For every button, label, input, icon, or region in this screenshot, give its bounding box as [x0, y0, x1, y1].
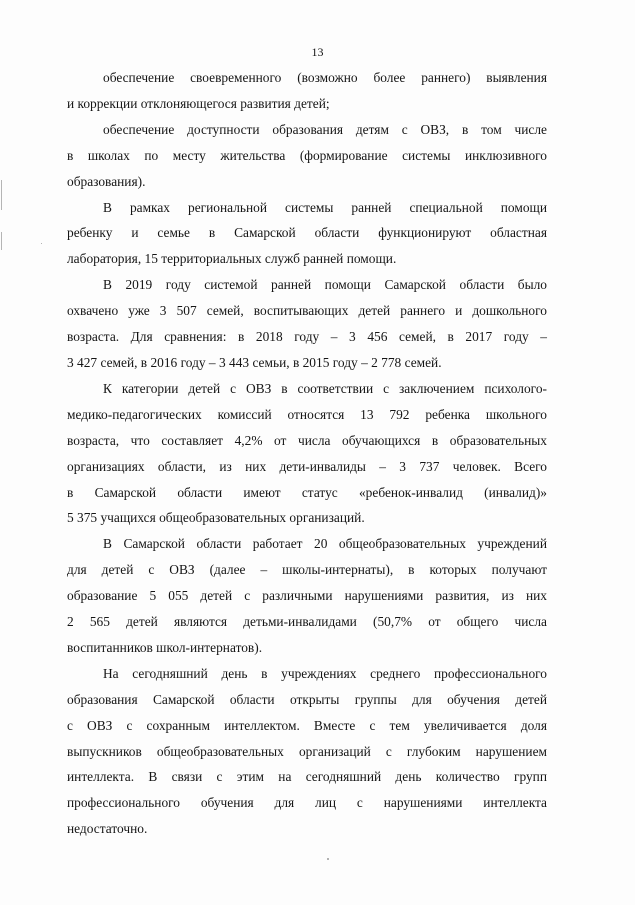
scan-speck: [41, 243, 42, 244]
text-line: образования).: [67, 173, 146, 189]
text-line: В 2019 году системой ранней помощи Самарской области было: [103, 277, 547, 293]
paragraph-boarding-schools: [67, 531, 547, 661]
text-line: охвачено уже 3 507 семей, воспитывающих детей раннего и дошкольного: [67, 303, 547, 319]
text-line: образования Самарской области открыты группы для обучения детей: [67, 691, 547, 707]
text-line: воспитанников школ-интернатов).: [67, 639, 263, 655]
text-line: обеспечение доступности образования детям с ОВЗ, в том числе: [103, 121, 547, 137]
text-line: с ОВЗ с сохранным интеллектом. Вместе с тем увеличивается доля: [67, 717, 547, 733]
text-line: К категории детей с ОВЗ в соответствии с заключением психолого-: [103, 380, 547, 396]
paragraph-vocational-education: [67, 661, 547, 842]
text-line: организациях области, из них дети-инвалиды – 3 737 человек. Всего: [67, 458, 547, 474]
text-line: возраста, что составляет 4,2% от числа обучающихся в образовательных: [67, 432, 547, 448]
text-line: На сегодняшний день в учреждениях среднего профессионального: [103, 665, 547, 681]
text-line: ребенку и семье в Самарской области функционируют областная: [67, 225, 547, 241]
text-line: для детей с ОВЗ (далее – школы-интернаты), в которых получают: [67, 562, 547, 578]
text-line: интеллекта. В связи с этим на сегодняшний день количество групп: [67, 769, 547, 785]
text-line: медико-педагогических комиссий относятся 13 792 ребенка школьного: [67, 406, 547, 422]
text-line: и коррекции отклоняющегося развития детей;: [67, 95, 330, 111]
scan-speck: [327, 858, 329, 860]
text-line: возраста. Для сравнения: в 2018 году – 3 456 семей, в 2017 году –: [67, 329, 547, 345]
paragraph-families-statistics: [67, 272, 547, 376]
paragraph-education-access: [67, 117, 547, 195]
paragraph-children-category: [67, 376, 547, 531]
text-line: 5 375 учащихся общеобразовательных организаций.: [67, 510, 365, 526]
body-text: [67, 65, 547, 842]
text-line: выпускников общеобразовательных организаций с глубоким нарушением: [67, 743, 547, 759]
text-line: в Самарской области имеют статус «ребенок-инвалид (инвалид)»: [67, 484, 547, 500]
text-line: недостаточно.: [67, 821, 148, 837]
text-line: профессионального обучения для лиц с нарушениями интеллекта: [67, 795, 547, 811]
scan-margin-mark: [1, 180, 2, 210]
page-number: 13: [311, 45, 324, 59]
text-line: лаборатория, 15 территориальных служб ранней помощи.: [67, 251, 397, 267]
text-line: В Самарской области работает 20 общеобразовательных учреждений: [103, 536, 547, 552]
paragraph-regional-system: [67, 195, 547, 273]
text-line: обеспечение своевременного (возможно более раннего) выявления: [103, 70, 547, 85]
paragraph-early-detection: [67, 65, 547, 117]
text-line: В рамках региональной системы ранней специальной помощи: [103, 199, 547, 215]
text-line: образование 5 055 детей с различными нарушениями развития, из них: [67, 588, 547, 604]
scan-margin-mark: [1, 232, 2, 250]
text-line: в школах по месту жительства (формирование системы инклюзивного: [67, 147, 547, 163]
text-line: 3 427 семей, в 2016 году – 3 443 семьи, в 2015 году – 2 778 семей.: [67, 354, 442, 370]
text-line: 2 565 детей являются детьми-инвалидами (50,7% от общего числа: [67, 614, 547, 630]
